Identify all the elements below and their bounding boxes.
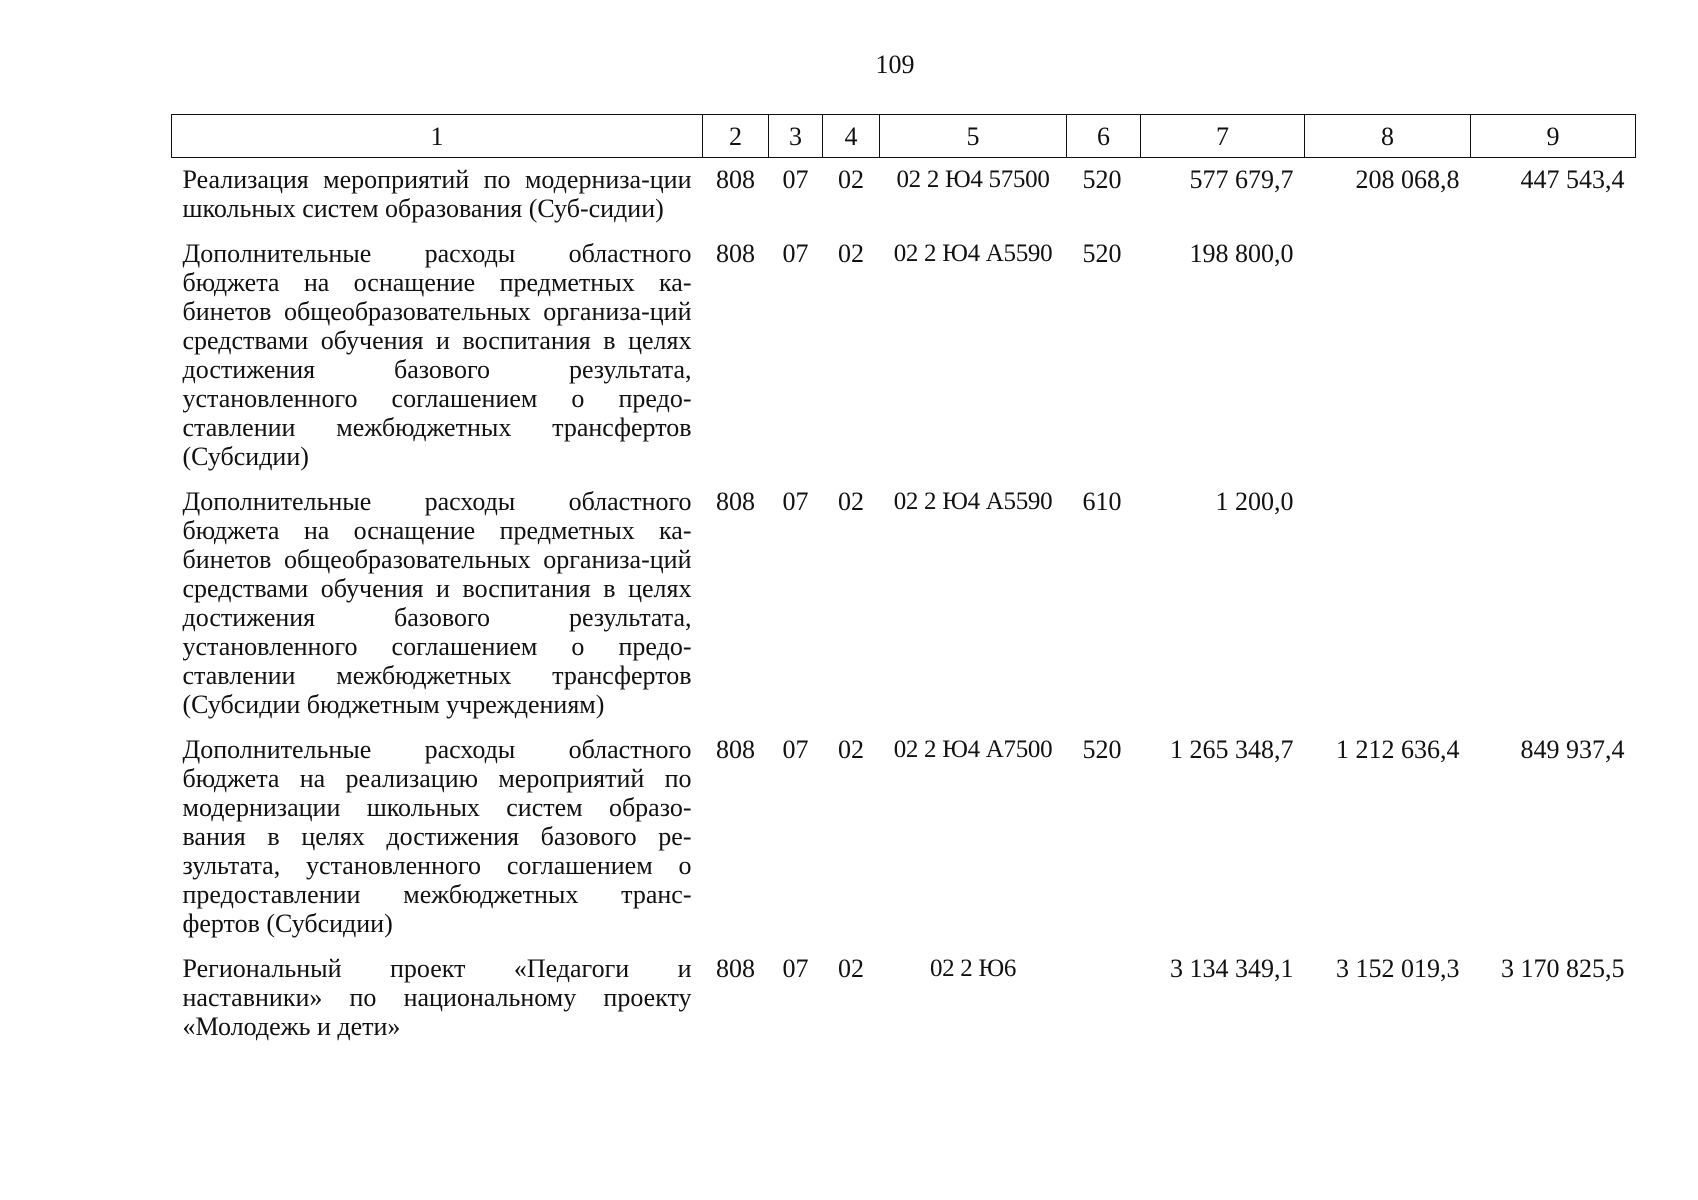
row-name: Реализация мероприятий по модерниза-ции школьных систем образования (Суб-сидии): [182, 165, 692, 223]
row-amount-3: [1471, 232, 1636, 480]
row-subsection-code: 02: [838, 735, 864, 764]
row-name: Дополнительные расходы областного бюджета на оснащение предметных ка-бинетов общеобразовательных организа-ций средствами обучения и воспитания в целях достижения базового результата, установленного соглашением о предо-ставлении межбюджетных трансфертов (Субсидии): [182, 239, 692, 471]
row-amount-3: 447 543,4: [1520, 165, 1625, 194]
row-expense-type: 520: [1082, 165, 1122, 194]
header-row: [172, 115, 1636, 158]
row-ministry-code: 808: [716, 735, 755, 764]
row-amount-1: 577 679,7: [1189, 165, 1294, 194]
table-row: [172, 232, 1636, 480]
row-section-code: 07: [782, 487, 809, 516]
row-amount-3: 3 170 825,5: [1501, 954, 1625, 983]
row-amount-2: [1305, 480, 1471, 728]
budget-table: [171, 114, 1636, 1050]
column-header-4: 4: [823, 115, 880, 158]
table-row: [172, 728, 1636, 947]
row-name: Дополнительные расходы областного бюджета на оснащение предметных ка-бинетов общеобразовательных организа-ций средствами обучения и воспитания в целях достижения базового результата, установленного соглашением о предо-ставлении межбюджетных трансфертов (Субсидии бюджетным учреждениям): [182, 487, 692, 719]
column-header-8: 8: [1305, 115, 1471, 158]
row-amount-3: 849 937,4: [1520, 735, 1625, 764]
row-amount-2: [1305, 232, 1471, 480]
row-ministry-code: 808: [716, 487, 755, 516]
row-target-code: 02 2 Ю4 А5590: [893, 240, 1053, 267]
row-amount-1: 1 200,0: [1215, 487, 1294, 516]
row-amount-2: 1 212 636,4: [1336, 735, 1460, 764]
row-ministry-code: 808: [716, 954, 755, 983]
row-amount-2: 208 068,8: [1355, 165, 1460, 194]
row-subsection-code: 02: [838, 239, 864, 268]
column-header-2: 2: [703, 115, 769, 158]
row-target-code: 02 2 Ю4 57500: [896, 166, 1050, 193]
row-name: Региональный проект «Педагоги и наставники» по национальному проекту «Молодежь и дети»: [182, 954, 692, 1041]
row-target-code: 02 2 Ю4 А5590: [893, 488, 1053, 515]
column-header-1: 1: [172, 115, 703, 158]
row-target-code: 02 2 Ю4 А7500: [893, 736, 1053, 763]
table-row: [172, 947, 1636, 1050]
row-amount-2: 3 152 019,3: [1336, 954, 1460, 983]
column-header-5: 5: [880, 115, 1067, 158]
row-name: Дополнительные расходы областного бюджета на реализацию мероприятий по модернизации школьных систем образо-вания в целях достижения базового ре-зультата, установленного соглашением о предоставлении межбюджетных транс-фертов (Субсидии): [182, 735, 692, 938]
row-subsection-code: 02: [838, 487, 864, 516]
column-header-7: 7: [1141, 115, 1305, 158]
row-expense-type: 520: [1082, 735, 1122, 764]
row-section-code: 07: [782, 735, 809, 764]
row-subsection-code: 02: [838, 954, 864, 983]
row-expense-type: [1067, 947, 1141, 1050]
row-section-code: 07: [782, 954, 809, 983]
row-amount-1: 1 265 348,7: [1170, 735, 1294, 764]
row-subsection-code: 02: [838, 165, 864, 194]
row-section-code: 07: [782, 239, 809, 268]
row-ministry-code: 808: [716, 239, 755, 268]
page-number: 109: [875, 50, 915, 79]
row-expense-type: 520: [1082, 239, 1122, 268]
row-amount-3: [1471, 480, 1636, 728]
row-ministry-code: 808: [716, 165, 755, 194]
row-section-code: 07: [782, 165, 809, 194]
column-header-6: 6: [1067, 115, 1141, 158]
row-amount-1: 198 800,0: [1189, 239, 1294, 268]
row-amount-1: 3 134 349,1: [1170, 954, 1294, 983]
table-row: [172, 480, 1636, 728]
row-expense-type: 610: [1082, 487, 1122, 516]
table-row: [172, 158, 1636, 233]
column-header-3: 3: [769, 115, 823, 158]
column-header-9: 9: [1471, 115, 1636, 158]
row-target-code: 02 2 Ю6: [929, 955, 1017, 982]
